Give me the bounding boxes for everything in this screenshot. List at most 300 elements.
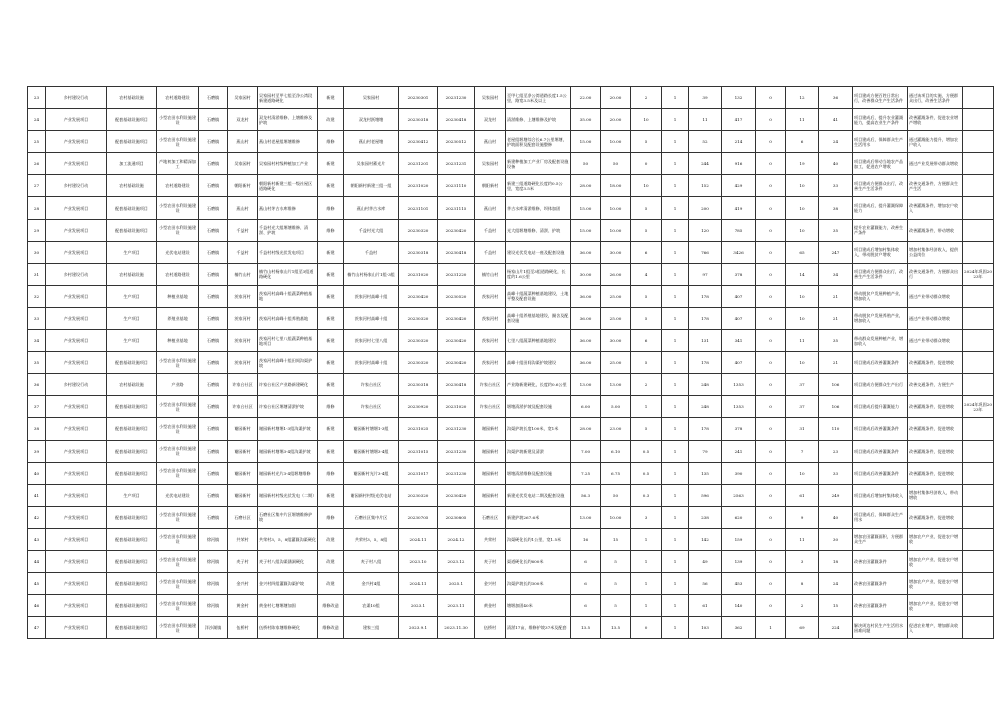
cell-category: 产业发展项目 <box>46 440 107 462</box>
cell-location: 谢园新村光片3-4组 <box>344 462 399 484</box>
cell-remarks <box>963 506 994 528</box>
cell-fiscal-funds: 30.00 <box>601 241 631 263</box>
cell-seq: 31 <box>28 263 46 285</box>
table-row <box>28 241 994 263</box>
cell-project-type: 小型农田水利设施建设 <box>157 462 199 484</box>
cell-location: 建家三组 <box>344 617 399 639</box>
cell-poverty-people: 249 <box>819 484 853 506</box>
cell-beneficiary-households: 248 <box>689 396 722 418</box>
table-row <box>28 550 994 572</box>
cell-relocated-households: 0 <box>756 528 786 550</box>
cell-beneficiary-households: 244 <box>689 153 722 175</box>
cell-beneficiary-villages: 1 <box>662 153 689 175</box>
cell-remarks <box>963 175 994 197</box>
cell-responsible-unit: 燕山村 <box>475 131 506 153</box>
cell-start-date: 2023.10 <box>399 550 438 572</box>
cell-performance-target: 项目建成后，提升灌溉保障能力 <box>853 197 908 219</box>
cell-total-investment: 15.00 <box>571 219 601 241</box>
cell-seq: 35 <box>28 352 46 374</box>
cell-other-funds: 1 <box>631 550 662 572</box>
cell-beneficiary-villages: 1 <box>662 396 689 418</box>
cell-subcategory: 配套基础设施项目 <box>107 396 157 418</box>
table-row <box>28 573 994 595</box>
cell-other-funds: 5 <box>631 219 662 241</box>
cell-responsible-unit: 朝阳新村 <box>475 175 506 197</box>
cell-construction-content: 产业路新建硬化，长度约0.6公里 <box>506 374 571 396</box>
cell-construction-content: 高峰十组田间沟渠护坡建设 <box>506 352 571 374</box>
cell-town: 石磨镇 <box>199 352 228 374</box>
cell-construction-content: 沟渠护坡新建及清淤 <box>506 440 571 462</box>
cell-project-type: 光伏电站建设 <box>157 241 199 263</box>
cell-responsible-unit: 吴家园村 <box>475 153 506 175</box>
cell-fiscal-funds: 5 <box>601 595 631 617</box>
cell-construction-content: 渠道硬化长约600米 <box>506 550 571 572</box>
table-row <box>28 352 994 374</box>
cell-project-type: 小型农田水利设施建设 <box>157 131 199 153</box>
cell-remarks <box>963 241 994 263</box>
cell-performance-target: 项目建成后改善灌溉条件 <box>853 462 908 484</box>
cell-end-date: 20231230 <box>438 87 475 109</box>
cell-total-investment: 6 <box>571 573 601 595</box>
cell-relocated-households: 0 <box>756 263 786 285</box>
cell-beneficiary-villages: 1 <box>662 550 689 572</box>
cell-performance-target: 带动脱贫户发展种植产业，增加收入 <box>853 285 908 307</box>
cell-poverty-people: 224 <box>819 617 853 639</box>
cell-construction-content: 光大组堰塘维修、清淤、护坡 <box>506 219 571 241</box>
cell-category: 产业发展项目 <box>46 595 107 617</box>
cell-benefit-mechanism: 增加农户产业，促进农户增收 <box>908 595 963 617</box>
cell-construction-nature: 改建 <box>318 573 344 595</box>
cell-responsible-unit: 麦子村 <box>475 550 506 572</box>
cell-fiscal-funds: 10.00 <box>601 506 631 528</box>
cell-total-investment: 6.00 <box>571 396 601 418</box>
cell-start-date: 20230420 <box>399 285 438 307</box>
table-row <box>28 263 994 285</box>
cell-performance-target: 带动脱贫户发展养殖产业，增加收入 <box>853 307 908 329</box>
cell-poverty-households: 37 <box>786 374 819 396</box>
cell-beneficiary-households: 238 <box>689 506 722 528</box>
cell-village: 伍桥村 <box>228 617 258 639</box>
cell-location: 农渠10组 <box>344 595 399 617</box>
cell-fiscal-funds: 23.00 <box>601 418 631 440</box>
cell-end-date: 20230420 <box>438 307 475 329</box>
cell-responsible-unit: 茨家河村 <box>475 285 506 307</box>
cell-other-funds: 10 <box>631 175 662 197</box>
cell-end-date: 20231230 <box>438 462 475 484</box>
cell-beneficiary-villages: 1 <box>662 573 689 595</box>
cell-category: 产业发展项目 <box>46 241 107 263</box>
cell-beneficiary-people: 620 <box>722 506 756 528</box>
cell-construction-nature: 新建 <box>318 153 344 175</box>
cell-beneficiary-people: 132 <box>722 87 756 109</box>
cell-other-funds: 0 <box>631 617 662 639</box>
cell-seq: 30 <box>28 241 46 263</box>
cell-beneficiary-households: 49 <box>689 550 722 572</box>
cell-subcategory: 生产项目 <box>107 285 157 307</box>
cell-construction-content: 堰塘清淤护坡及配套设施 <box>506 396 571 418</box>
cell-construction-content: 七里八组蔬菜种植基地建设 <box>506 330 571 352</box>
cell-project-type: 种植业基地 <box>157 285 199 307</box>
cell-performance-target: 项目建成后，保障群众生产生活用水 <box>853 131 908 153</box>
cell-relocated-households: 0 <box>756 462 786 484</box>
cell-performance-target: 项目建成方便群众生产出行 <box>853 374 908 396</box>
cell-relocated-households: 0 <box>756 440 786 462</box>
cell-subcategory: 农村基础设施 <box>107 87 157 109</box>
cell-fiscal-funds: 10.00 <box>601 131 631 153</box>
cell-beneficiary-households: 178 <box>689 352 722 374</box>
cell-location: 千益村 <box>344 241 399 263</box>
cell-other-funds: 5 <box>631 418 662 440</box>
cell-seq: 43 <box>28 528 46 550</box>
cell-category: 产业发展项目 <box>46 484 107 506</box>
cell-end-date: 20230520 <box>438 285 475 307</box>
cell-performance-target: 改善农田灌溉条件 <box>853 550 908 572</box>
cell-poverty-households: 10 <box>786 219 819 241</box>
cell-relocated-households: 0 <box>756 131 786 153</box>
cell-start-date: 20230320 <box>399 307 438 329</box>
cell-village: 茨家河村 <box>228 285 258 307</box>
cell-remarks: 2024年巩固2023年 <box>963 396 994 418</box>
cell-responsible-unit: 许家台社区 <box>475 396 506 418</box>
cell-beneficiary-households: 39 <box>689 87 722 109</box>
cell-subcategory: 配套基础设施项目 <box>107 352 157 374</box>
cell-total-investment: 15.00 <box>571 197 601 219</box>
cell-town: 石磨镇 <box>199 175 228 197</box>
cell-seq: 32 <box>28 285 46 307</box>
cell-start-date: 2023.9.1 <box>399 617 438 639</box>
table-row <box>28 396 994 418</box>
cell-village: 谢园新村 <box>228 418 258 440</box>
cell-subcategory: 加工流通项目 <box>107 153 157 175</box>
cell-location: 燕山村茅古水库 <box>344 197 399 219</box>
cell-beneficiary-households: 766 <box>689 241 722 263</box>
cell-village: 共荣村 <box>228 528 258 550</box>
cell-construction-nature: 新建 <box>318 307 344 329</box>
cell-benefit-mechanism: 通过灌溉能力提升，增加农户收入 <box>908 131 963 153</box>
cell-project-name: 茨家河村七里八组蔬菜种植基地项目 <box>258 330 318 352</box>
cell-beneficiary-villages: 1 <box>662 197 689 219</box>
cell-beneficiary-villages: 1 <box>662 87 689 109</box>
cell-end-date: 20230420 <box>438 484 475 506</box>
cell-total-investment: 13.5 <box>571 617 601 639</box>
cell-construction-nature: 维修改造 <box>318 617 344 639</box>
cell-seq: 47 <box>28 617 46 639</box>
cell-relocated-households: 0 <box>756 374 786 396</box>
cell-benefit-mechanism: 改善灌溉条件，促进增收 <box>908 418 963 440</box>
table-row <box>28 153 994 175</box>
cell-location: 茨家河村高峰十组 <box>344 352 399 374</box>
cell-village: 楠竹山村 <box>228 263 258 285</box>
cell-remarks: 2024年巩固2023年 <box>963 263 994 285</box>
cell-remarks <box>963 87 994 109</box>
cell-project-type: 小型农田水利设施建设 <box>157 219 199 241</box>
cell-beneficiary-people: 1353 <box>722 374 756 396</box>
cell-beneficiary-villages: 1 <box>662 528 689 550</box>
cell-subcategory: 配套基础设施项目 <box>107 506 157 528</box>
cell-other-funds: 3 <box>631 506 662 528</box>
cell-beneficiary-households: 135 <box>689 462 722 484</box>
cell-start-date: 20230705 <box>399 506 438 528</box>
cell-category: 产业发展项目 <box>46 396 107 418</box>
cell-beneficiary-people: 3426 <box>722 241 756 263</box>
cell-location: 许家台社区 <box>344 396 399 418</box>
cell-poverty-households: 11 <box>786 330 819 352</box>
cell-total-investment: 22.00 <box>571 87 601 109</box>
cell-poverty-people: 18 <box>819 550 853 572</box>
cell-other-funds: 0.3 <box>631 484 662 506</box>
cell-relocated-households: 0 <box>756 595 786 617</box>
cell-responsible-unit: 茨家河村 <box>475 352 506 374</box>
cell-beneficiary-villages: 1 <box>662 109 689 131</box>
cell-relocated-households: 0 <box>756 219 786 241</box>
cell-performance-target: 项目建成方便群众出行，改善生产生活条件 <box>853 263 908 285</box>
cell-seq: 37 <box>28 396 46 418</box>
cell-construction-content: 沟渠护坡长约300米 <box>506 573 571 595</box>
cell-relocated-households: 0 <box>756 484 786 506</box>
cell-location: 石磨社区集中片区 <box>344 506 399 528</box>
cell-start-date: 20230318 <box>399 374 438 396</box>
cell-project-type: 小型农田水利设施建设 <box>157 440 199 462</box>
cell-project-type: 农村道路建设 <box>157 263 199 285</box>
cell-project-type: 小型农田水利设施建设 <box>157 550 199 572</box>
cell-relocated-households: 1 <box>756 617 786 639</box>
cell-benefit-mechanism: 增加农户产业，促进农户增收 <box>908 550 963 572</box>
cell-start-date: 20230318 <box>399 109 438 131</box>
cell-location: 茨家河村七里八组 <box>344 330 399 352</box>
cell-benefit-mechanism: 增加农户产业，促进农户增收 <box>908 528 963 550</box>
cell-project-name: 朝阳新村新建三组一级社屋区道路硬化 <box>258 175 318 197</box>
cell-beneficiary-villages: 1 <box>662 595 689 617</box>
cell-remarks <box>963 109 994 131</box>
cell-remarks <box>963 307 994 329</box>
cell-other-funds: 5 <box>631 131 662 153</box>
cell-poverty-people: 38 <box>819 197 853 219</box>
cell-beneficiary-villages: 1 <box>662 462 689 484</box>
cell-town: 石磨镇 <box>199 374 228 396</box>
cell-start-date: 20230320 <box>399 484 438 506</box>
cell-fiscal-funds: 25.00 <box>601 352 631 374</box>
cell-benefit-mechanism: 改善灌溉条件，促进增收 <box>908 352 963 374</box>
cell-performance-target: 改善农田灌溉条件 <box>853 573 908 595</box>
cell-project-name: 茨家河村高峰十组养殖基地 <box>258 307 318 329</box>
cell-beneficiary-people: 159 <box>722 528 756 550</box>
cell-start-date: 20231017 <box>399 462 438 484</box>
cell-total-investment: 28.00 <box>571 175 601 197</box>
cell-relocated-households: 0 <box>756 352 786 374</box>
cell-seq: 38 <box>28 418 46 440</box>
cell-start-date: 20230320 <box>399 330 438 352</box>
cell-end-date: 20230420 <box>438 219 475 241</box>
cell-total-investment: 36.00 <box>571 352 601 374</box>
cell-seq: 39 <box>28 440 46 462</box>
project-table <box>27 86 994 639</box>
cell-other-funds: 5 <box>631 352 662 374</box>
cell-poverty-households: 2 <box>786 595 819 617</box>
cell-relocated-households: 0 <box>756 506 786 528</box>
cell-start-date: 2024.11 <box>399 573 438 595</box>
cell-project-type: 农村道路建设 <box>157 87 199 109</box>
cell-other-funds: 2 <box>631 374 662 396</box>
cell-responsible-unit: 茨家河村 <box>475 307 506 329</box>
cell-remarks <box>963 528 994 550</box>
cell-location: 谢园新村村级光伏电站 <box>344 484 399 506</box>
cell-poverty-people: 110 <box>819 418 853 440</box>
cell-beneficiary-households: 142 <box>689 528 722 550</box>
cell-subcategory: 生产项目 <box>107 484 157 506</box>
cell-town: 洋沙湖镇 <box>199 617 228 639</box>
cell-benefit-mechanism: 改善灌溉条件，促进增收 <box>908 506 963 528</box>
cell-beneficiary-households: 178 <box>689 418 722 440</box>
cell-poverty-households: 37 <box>786 396 819 418</box>
cell-town: 石磨镇 <box>199 307 228 329</box>
cell-seq: 33 <box>28 307 46 329</box>
cell-responsible-unit: 谢园新村 <box>475 418 506 440</box>
cell-subcategory: 配套基础设施项目 <box>107 617 157 639</box>
cell-end-date: 20230418 <box>438 374 475 396</box>
cell-poverty-households: 6 <box>786 131 819 153</box>
cell-town: 石磨镇 <box>199 285 228 307</box>
cell-remarks <box>963 197 994 219</box>
cell-project-name: 谢园新村光片3-4组堰塘维修 <box>258 462 318 484</box>
cell-fiscal-funds: 5 <box>601 550 631 572</box>
cell-start-date: 2024.11 <box>399 528 438 550</box>
cell-benefit-mechanism: 增加农户产业，促进农户增收 <box>908 573 963 595</box>
cell-remarks <box>963 484 994 506</box>
cell-responsible-unit: 谢园新村 <box>475 484 506 506</box>
cell-town: 徐河镇 <box>199 573 228 595</box>
cell-remarks <box>963 440 994 462</box>
cell-seq: 40 <box>28 462 46 484</box>
cell-start-date: 20230301 <box>399 87 438 109</box>
cell-project-name: 楠竹山村杨家山片1组至3组道路硬化 <box>258 263 318 285</box>
cell-beneficiary-households: 596 <box>689 484 722 506</box>
cell-poverty-households: 65 <box>786 241 819 263</box>
cell-town: 石磨镇 <box>199 484 228 506</box>
cell-remarks <box>963 219 994 241</box>
cell-project-name: 双龙村清淤维修、上塘维修及护坡 <box>258 109 318 131</box>
cell-fiscal-funds: 6.10 <box>601 440 631 462</box>
cell-project-type: 小型农田水利设施建设 <box>157 109 199 131</box>
cell-total-investment: 6 <box>571 595 601 617</box>
cell-construction-content: 高峰十组养殖基地建设，圈舍及配套设施 <box>506 307 571 329</box>
cell-project-name: 吴家园村至甲七组至净公湾段新建道路硬化 <box>258 87 318 109</box>
cell-poverty-people: 21 <box>819 307 853 329</box>
cell-remarks <box>963 374 994 396</box>
cell-beneficiary-people: 378 <box>722 263 756 285</box>
cell-benefit-mechanism: 改善灌溉条件，带动增收 <box>908 219 963 241</box>
cell-poverty-people: 33 <box>819 462 853 484</box>
cell-seq: 44 <box>28 550 46 572</box>
cell-project-name: 许家台社区产业路新建硬化 <box>258 374 318 396</box>
cell-location: 茨家河村高峰十组 <box>344 307 399 329</box>
cell-remarks <box>963 573 994 595</box>
cell-construction-content: 杨家山片1组至3组道路硬化，长度约1.6公里 <box>506 263 571 285</box>
cell-project-type: 小型农田水利设施建设 <box>157 573 199 595</box>
cell-other-funds: 1 <box>631 396 662 418</box>
cell-subcategory: 配套基础设施项目 <box>107 550 157 572</box>
cell-other-funds: 2 <box>631 87 662 109</box>
cell-responsible-unit: 千益村 <box>475 241 506 263</box>
cell-poverty-people: 23 <box>819 440 853 462</box>
cell-village: 吴家园村 <box>228 87 258 109</box>
cell-benefit-mechanism: 通过产业发展带动群众增收 <box>908 153 963 175</box>
table-row <box>28 617 994 639</box>
cell-seq: 42 <box>28 506 46 528</box>
cell-remarks <box>963 595 994 617</box>
cell-beneficiary-people: 916 <box>722 153 756 175</box>
cell-beneficiary-households: 52 <box>689 131 722 153</box>
cell-performance-target: 项目建成后增加村集体收入 <box>853 484 908 506</box>
cell-total-investment: 56.3 <box>571 484 601 506</box>
cell-town: 石磨镇 <box>199 131 228 153</box>
cell-subcategory: 农村基础设施 <box>107 374 157 396</box>
cell-category: 乡村建设行动 <box>46 175 107 197</box>
cell-construction-nature: 新建 <box>318 374 344 396</box>
cell-fiscal-funds: 26.00 <box>601 263 631 285</box>
cell-fiscal-funds: 50 <box>601 484 631 506</box>
cell-project-name: 千益村光大组堰塘维修、清淤、护坡 <box>258 219 318 241</box>
cell-other-funds: 0.5 <box>631 462 662 484</box>
cell-other-funds: 10 <box>631 109 662 131</box>
cell-responsible-unit: 吴家园村 <box>475 87 506 109</box>
cell-village: 金兴村 <box>228 573 258 595</box>
cell-start-date: 2023.1 <box>399 595 438 617</box>
cell-beneficiary-households: 200 <box>689 197 722 219</box>
cell-location: 金兴村4组 <box>344 573 399 595</box>
cell-poverty-people: 35 <box>819 219 853 241</box>
cell-construction-nature: 新建 <box>318 87 344 109</box>
cell-end-date: 2023.12 <box>438 550 475 572</box>
cell-construction-nature: 维修 <box>318 219 344 241</box>
cell-poverty-households: 9 <box>786 506 819 528</box>
cell-benefit-mechanism: 改善灌溉条件，促进增收 <box>908 462 963 484</box>
cell-start-date: 20230920 <box>399 396 438 418</box>
cell-construction-nature: 新建 <box>318 330 344 352</box>
cell-village: 黄金村 <box>228 595 258 617</box>
cell-relocated-households: 0 <box>756 573 786 595</box>
cell-benefit-mechanism: 改善灌溉条件，促进增收 <box>908 440 963 462</box>
cell-remarks <box>963 462 994 484</box>
cell-project-type: 农村道路建设 <box>157 175 199 197</box>
cell-category: 产业发展项目 <box>46 219 107 241</box>
cell-subcategory: 配套基础设施项目 <box>107 219 157 241</box>
cell-poverty-households: 10 <box>786 285 819 307</box>
table-row <box>28 330 994 352</box>
cell-subcategory: 农村基础设施 <box>107 175 157 197</box>
cell-construction-nature: 新建 <box>318 418 344 440</box>
cell-total-investment: 36.00 <box>571 285 601 307</box>
cell-other-funds: 5 <box>631 307 662 329</box>
cell-construction-nature: 维修改造 <box>318 595 344 617</box>
cell-town: 石磨镇 <box>199 462 228 484</box>
cell-responsible-unit: 千益村 <box>475 219 506 241</box>
cell-poverty-households: 10 <box>786 175 819 197</box>
cell-project-type: 种植业基地 <box>157 330 199 352</box>
cell-responsible-unit: 茨家河村 <box>475 330 506 352</box>
cell-construction-nature: 维修 <box>318 197 344 219</box>
cell-beneficiary-households: 11 <box>689 109 722 131</box>
cell-category: 产业发展项目 <box>46 153 107 175</box>
cell-town: 石磨镇 <box>199 418 228 440</box>
cell-relocated-households: 0 <box>756 175 786 197</box>
cell-end-date: 20230512 <box>438 131 475 153</box>
cell-seq: 28 <box>28 197 46 219</box>
cell-category: 乡村建设行动 <box>46 87 107 109</box>
cell-poverty-people: 106 <box>819 396 853 418</box>
cell-responsible-unit: 伍桥村 <box>475 617 506 639</box>
cell-fiscal-funds: 10.00 <box>601 219 631 241</box>
cell-remarks <box>963 418 994 440</box>
